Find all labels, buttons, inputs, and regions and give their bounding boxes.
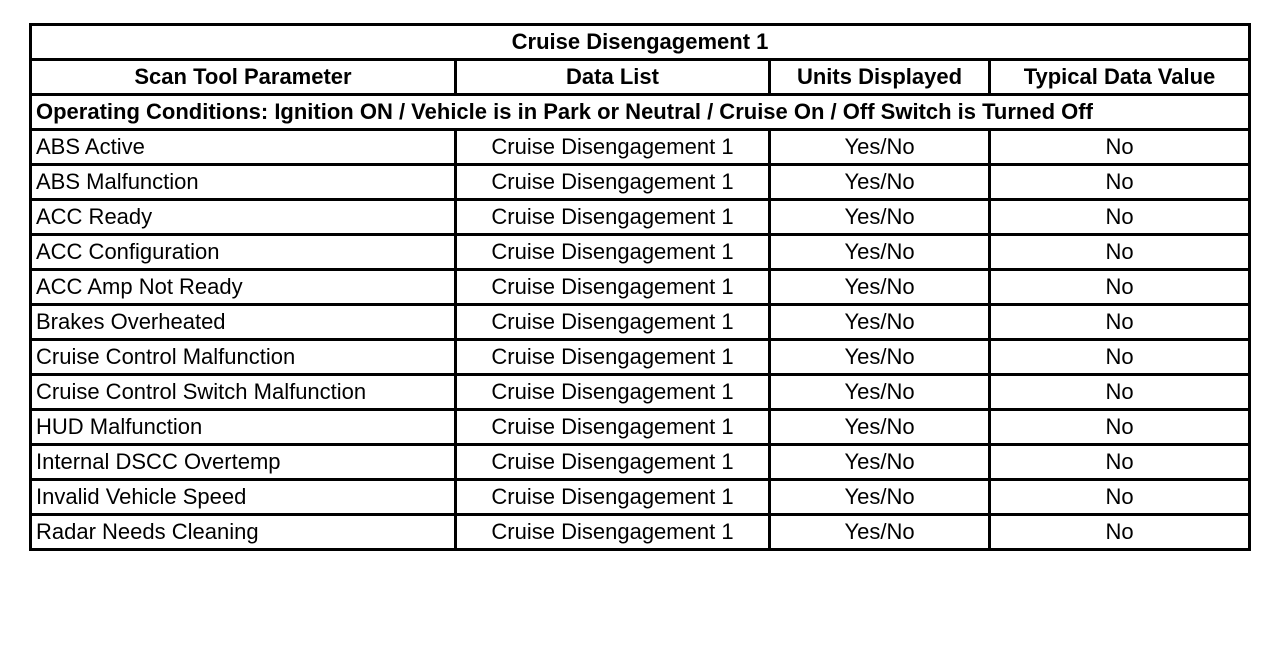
typical-value-cell: No <box>990 305 1250 340</box>
units-cell: Yes/No <box>770 480 990 515</box>
title-row <box>31 25 1250 60</box>
table-body <box>31 25 1250 550</box>
table-row <box>31 305 1250 340</box>
units-cell: Yes/No <box>770 270 990 305</box>
data-list-cell: Cruise Disengagement 1 <box>456 340 770 375</box>
table-row <box>31 515 1250 550</box>
table-row <box>31 235 1250 270</box>
column-header-units-displayed: Units Displayed <box>770 60 990 95</box>
data-list-cell: Cruise Disengagement 1 <box>456 410 770 445</box>
parameter-cell: Invalid Vehicle Speed <box>31 480 456 515</box>
data-list-cell: Cruise Disengagement 1 <box>456 165 770 200</box>
table-row <box>31 480 1250 515</box>
data-list-cell: Cruise Disengagement 1 <box>456 515 770 550</box>
scan-tool-data-table <box>29 23 1251 551</box>
parameter-cell: HUD Malfunction <box>31 410 456 445</box>
operating-conditions-row <box>31 95 1250 130</box>
units-cell: Yes/No <box>770 235 990 270</box>
parameter-cell: Radar Needs Cleaning <box>31 515 456 550</box>
parameter-cell: Cruise Control Switch Malfunction <box>31 375 456 410</box>
typical-value-cell: No <box>990 515 1250 550</box>
units-cell: Yes/No <box>770 200 990 235</box>
units-cell: Yes/No <box>770 165 990 200</box>
header-row <box>31 60 1250 95</box>
table-row <box>31 270 1250 305</box>
units-cell: Yes/No <box>770 340 990 375</box>
typical-value-cell: No <box>990 270 1250 305</box>
typical-value-cell: No <box>990 340 1250 375</box>
data-list-cell: Cruise Disengagement 1 <box>456 445 770 480</box>
typical-value-cell: No <box>990 375 1250 410</box>
typical-value-cell: No <box>990 200 1250 235</box>
units-cell: Yes/No <box>770 515 990 550</box>
table-row <box>31 375 1250 410</box>
parameter-cell: ACC Configuration <box>31 235 456 270</box>
typical-value-cell: No <box>990 480 1250 515</box>
parameter-cell: ABS Active <box>31 130 456 165</box>
table-row <box>31 165 1250 200</box>
parameter-cell: Cruise Control Malfunction <box>31 340 456 375</box>
table-title: Cruise Disengagement 1 <box>31 25 1250 60</box>
data-list-cell: Cruise Disengagement 1 <box>456 130 770 165</box>
data-list-cell: Cruise Disengagement 1 <box>456 235 770 270</box>
data-list-cell: Cruise Disengagement 1 <box>456 375 770 410</box>
parameter-cell: ABS Malfunction <box>31 165 456 200</box>
typical-value-cell: No <box>990 410 1250 445</box>
units-cell: Yes/No <box>770 445 990 480</box>
units-cell: Yes/No <box>770 410 990 445</box>
column-header-scan-tool-parameter: Scan Tool Parameter <box>31 60 456 95</box>
parameter-cell: Internal DSCC Overtemp <box>31 445 456 480</box>
parameter-cell: ACC Ready <box>31 200 456 235</box>
data-list-cell: Cruise Disengagement 1 <box>456 200 770 235</box>
units-cell: Yes/No <box>770 375 990 410</box>
parameter-cell: Brakes Overheated <box>31 305 456 340</box>
data-list-cell: Cruise Disengagement 1 <box>456 305 770 340</box>
table-row <box>31 445 1250 480</box>
data-list-cell: Cruise Disengagement 1 <box>456 480 770 515</box>
units-cell: Yes/No <box>770 305 990 340</box>
typical-value-cell: No <box>990 130 1250 165</box>
data-list-cell: Cruise Disengagement 1 <box>456 270 770 305</box>
typical-value-cell: No <box>990 235 1250 270</box>
parameter-cell: ACC Amp Not Ready <box>31 270 456 305</box>
typical-value-cell: No <box>990 165 1250 200</box>
operating-conditions: Operating Conditions: Ignition ON / Vehicle is in Park or Neutral / Cruise On / Off Switch is Turned Off <box>31 95 1250 130</box>
column-header-data-list: Data List <box>456 60 770 95</box>
column-header-typical-data-value: Typical Data Value <box>990 60 1250 95</box>
typical-value-cell: No <box>990 445 1250 480</box>
table-row <box>31 200 1250 235</box>
table-row <box>31 410 1250 445</box>
table-row <box>31 130 1250 165</box>
units-cell: Yes/No <box>770 130 990 165</box>
table-row <box>31 340 1250 375</box>
